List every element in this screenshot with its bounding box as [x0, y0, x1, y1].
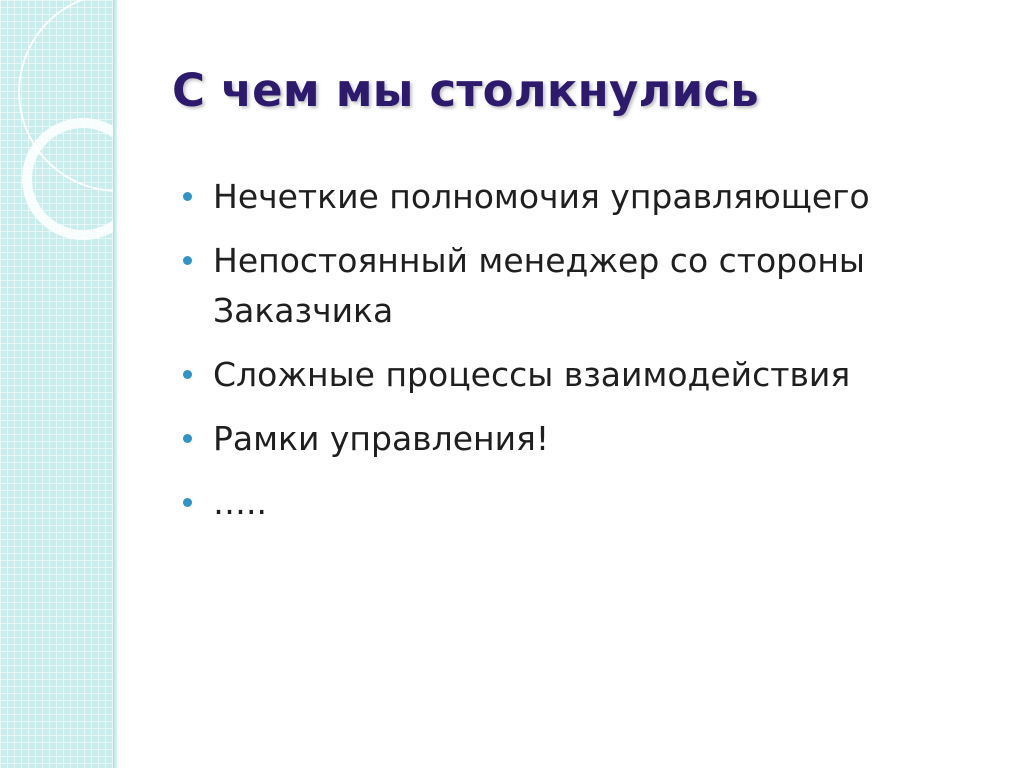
- bullet-dot-icon: [183, 256, 192, 265]
- bullet-list: [182, 172, 982, 542]
- bullet-item: [182, 478, 982, 528]
- bullet-dot-icon: [183, 434, 192, 443]
- bullet-text: Рамки управления!: [213, 419, 550, 458]
- decorative-sidebar: [0, 0, 113, 768]
- bullet-dot-icon: [183, 192, 192, 201]
- bullet-text: Непостоянный менеджер со стороны Заказчика: [213, 241, 865, 330]
- bullet-text: Сложные процессы взаимодействия: [213, 355, 851, 394]
- bullet-text: Нечеткие полномочия управляющего: [213, 177, 870, 216]
- sidebar-edge: [113, 0, 117, 768]
- slide-title: С чем мы столкнулись: [172, 64, 759, 117]
- bullet-dot-icon: [183, 370, 192, 379]
- bullet-dot-icon: [183, 498, 192, 507]
- bullet-item: [182, 414, 982, 464]
- bullet-item: [182, 350, 982, 400]
- bullet-text: …..: [213, 483, 267, 522]
- bullet-item: [182, 172, 982, 222]
- bullet-item: [182, 236, 982, 336]
